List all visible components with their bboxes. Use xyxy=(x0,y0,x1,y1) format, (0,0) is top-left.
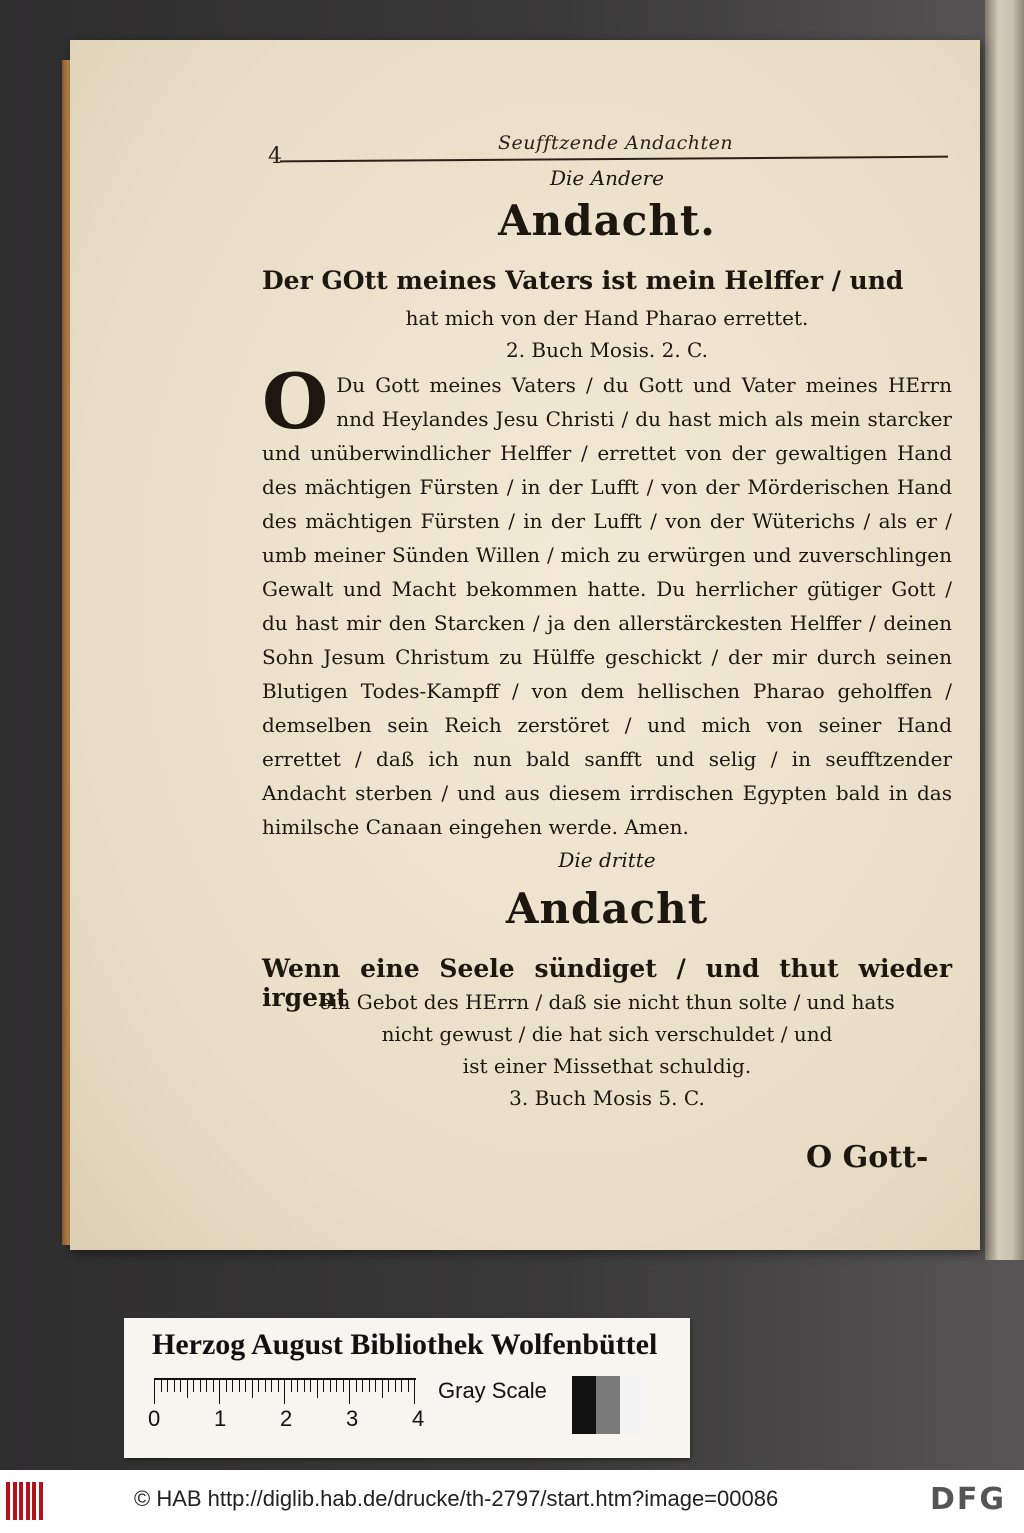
logo-bar xyxy=(32,1482,36,1520)
logo-bar xyxy=(6,1482,10,1520)
running-head-title: Seufftzende Andachten xyxy=(498,132,734,154)
logo-bar xyxy=(19,1482,23,1520)
ruler-tick xyxy=(180,1378,181,1392)
ruler-tick xyxy=(356,1378,357,1392)
gray-patch-white xyxy=(620,1376,644,1434)
section1-body-text: Du Gott meines Vaters / du Gott und Vater meines HErrn nnd Heylandes Jesu Christi / du hast mich als mein starcker und unüberwindlicher Helffer / errettet von der gewaltigen Hand des mächtigen Fürsten / in der Lufft / von der Mörderischen Hand des mächtigen Fürsten / in der Lufft / von der Wüterichs / als er / umb meiner Sünden Willen / mich zu erwürgen und zuverschlingen Gewalt und Macht bekommen hatte. Du herrlicher gütiger Gott / du hast mir den Starcken / ja den allerstärckesten Helffer / deinen Sohn Jesum Christum zu Hülffe geschickt / der mir durch seinen Blutigen Todes-Kampff / von dem hellischen Pharao geholffen / demselben sein Reich zerstöret / und mich von seiner Hand errettet / daß ich nun bald sanfft und selig / in seufftzender Andacht sterben / und aus diesem irrdischen Egypten bald in das himilsche Canaan eingehen werde. Amen. xyxy=(262,373,952,839)
section2-title: Andacht xyxy=(505,884,709,933)
ruler-tick xyxy=(219,1378,220,1404)
section1-motto-line2: hat mich von der Hand Pharao errettet. xyxy=(405,306,809,330)
gray-scale-patches xyxy=(572,1376,644,1434)
ruler-tick xyxy=(323,1378,324,1392)
gray-scale-label: Gray Scale xyxy=(438,1378,547,1403)
footer-bar xyxy=(0,1470,1024,1533)
ruler-tick xyxy=(258,1378,259,1392)
ruler-tick xyxy=(213,1378,214,1392)
ruler-tick xyxy=(382,1378,383,1398)
ruler-tick xyxy=(349,1378,350,1404)
ruler-tick xyxy=(174,1378,175,1392)
ruler-tick xyxy=(206,1378,207,1392)
ruler-tick xyxy=(414,1378,415,1404)
gray-patch-mid xyxy=(596,1376,620,1434)
logo-bar xyxy=(13,1482,17,1520)
ruler-tick xyxy=(161,1378,162,1392)
ruler-tick xyxy=(167,1378,168,1392)
section2-motto-line1: Wenn eine Seele sündiget / und thut wieder irgent xyxy=(262,954,952,1012)
header-rule xyxy=(280,156,948,163)
ruler-tick xyxy=(291,1378,292,1392)
ruler-tick xyxy=(401,1378,402,1392)
hab-logo-icon xyxy=(6,1482,46,1520)
ruler-label-3: 3 xyxy=(346,1406,359,1431)
ruler-tick xyxy=(369,1378,370,1392)
ruler-tick xyxy=(232,1378,233,1392)
ruler-tick xyxy=(362,1378,363,1392)
section2-reference: 3. Buch Mosis 5. C. xyxy=(509,1086,705,1110)
ruler-tick xyxy=(284,1378,285,1404)
ruler-tick xyxy=(278,1378,279,1392)
drop-cap: O xyxy=(262,357,329,446)
running-head xyxy=(268,128,948,168)
section2-motto-line4: ist einer Missethat schuldig. xyxy=(462,1054,752,1078)
logo-bar xyxy=(39,1482,43,1520)
section1-subheading: Die Andere xyxy=(550,166,664,190)
section2-subheading: Die dritte xyxy=(558,848,656,872)
color-calibration-card xyxy=(124,1318,690,1458)
ruler-label-0: 0 xyxy=(148,1406,161,1431)
ruler-tick xyxy=(388,1378,389,1392)
ruler-tick xyxy=(271,1378,272,1392)
ruler-tick xyxy=(408,1378,409,1392)
section1-reference: 2. Buch Mosis. 2. C. xyxy=(505,338,708,362)
ruler-label-2: 2 xyxy=(280,1406,293,1431)
ruler-tick xyxy=(265,1378,266,1392)
dfg-logo: DFG xyxy=(930,1482,1007,1517)
page-number: 4 xyxy=(268,144,282,169)
ruler-tick xyxy=(375,1378,376,1392)
ruler-tick xyxy=(330,1378,331,1392)
ruler-tick xyxy=(336,1378,337,1392)
ruler-tick xyxy=(154,1378,155,1404)
copyright-link[interactable]: © HAB http://diglib.hab.de/drucke/th-2797/start.htm?image=00086 xyxy=(134,1486,779,1511)
ruler-label-4: 4 xyxy=(412,1406,425,1431)
section1-title: Andacht. xyxy=(498,196,716,245)
ruler-tick xyxy=(304,1378,305,1392)
logo-bar xyxy=(26,1482,30,1520)
ruler-tick xyxy=(226,1378,227,1392)
gray-patch-black xyxy=(572,1376,596,1434)
section2-motto-line2: ein Gebot des HErrn / daß sie nicht thun solte / und hats xyxy=(319,990,895,1014)
adjacent-page-edge xyxy=(985,0,1024,1260)
ruler-tick xyxy=(193,1378,194,1392)
ruler-tick xyxy=(187,1378,188,1398)
ruler-tick xyxy=(297,1378,298,1392)
ruler-label-1: 1 xyxy=(214,1406,227,1431)
section1-body xyxy=(262,357,952,844)
ruler-tick xyxy=(252,1378,253,1398)
section1-motto-line1: Der GOtt meines Vaters ist mein Helffer / und xyxy=(262,266,904,295)
section2-motto-line3: nicht gewust / die hat sich verschuldet / und xyxy=(381,1022,833,1046)
ruler-tick xyxy=(395,1378,396,1392)
ruler-tick xyxy=(239,1378,240,1392)
ruler-tick xyxy=(200,1378,201,1392)
ruler-tick xyxy=(245,1378,246,1392)
ruler-tick xyxy=(343,1378,344,1392)
ruler-tick xyxy=(317,1378,318,1398)
catchword: O Gott- xyxy=(806,1140,929,1175)
card-title: Herzog August Bibliothek Wolfenbüttel xyxy=(152,1328,658,1361)
ruler-tick xyxy=(310,1378,311,1392)
